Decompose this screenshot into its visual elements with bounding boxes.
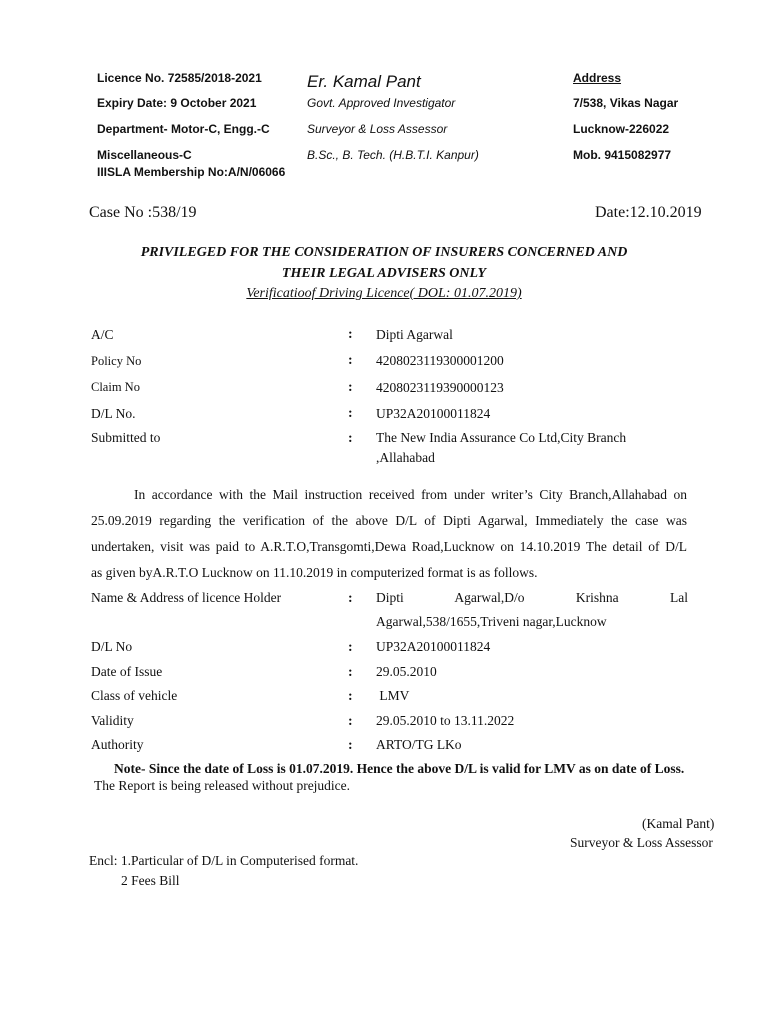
detail-label-dl: D/L No.: [91, 406, 136, 421]
signature-title: Surveyor & Loss Assessor: [570, 835, 713, 850]
detail-value-submitted-line2: ,Allahabad: [376, 450, 435, 465]
detail-colon: :: [348, 380, 353, 395]
licence-label-holder: Name & Address of licence Holder: [91, 590, 282, 605]
qualification-degree: B.Sc., B. Tech. (H.B.T.I. Kanpur): [307, 148, 479, 162]
department: Department- Motor-C, Engg.-C: [97, 122, 270, 136]
detail-value-submitted: The New India Assurance Co Ltd,City Branch: [376, 430, 627, 445]
qualification-investigator: Govt. Approved Investigator: [307, 96, 456, 110]
subtitle: Verificatioof Driving Licence( DOL: 01.07.2019): [246, 286, 522, 301]
case-number: Case No :538/19: [89, 204, 197, 221]
licence-value-validity: 29.05.2010 to 13.11.2022: [376, 713, 515, 728]
expiry-date: Expiry Date: 9 October 2021: [97, 96, 257, 110]
detail-value-ac: Dipti Agarwal: [376, 327, 453, 342]
address-line-2: Lucknow-226022: [573, 122, 670, 136]
detail-colon: :: [348, 327, 353, 342]
licence-value-holder-line2: Agarwal,538/1655,Triveni nagar,Lucknow: [376, 614, 607, 629]
licence-value-issue-date: 29.05.2010: [376, 664, 437, 679]
detail-value-dl: UP32A20100011824: [376, 406, 491, 421]
licence-label-validity: Validity: [91, 713, 134, 728]
licence-label-issue-date: Date of Issue: [91, 664, 163, 679]
detail-label-claim: Claim No: [91, 380, 140, 394]
title-line-2: THEIR LEGAL ADVISERS ONLY: [281, 266, 487, 281]
miscellaneous: Miscellaneous-C: [97, 148, 192, 162]
detail-label-submitted: Submitted to: [91, 430, 161, 445]
licence-colon: :: [348, 640, 353, 655]
report-date: Date:12.10.2019: [595, 204, 702, 221]
licence-colon: :: [348, 665, 353, 680]
licence-value-holder: Dipti Agarwal,D/o Krishna Lal: [376, 590, 688, 605]
paragraph-line-2: 25.09.2019 regarding the verification of the above D/L of Dipti Agarwal, Immediately the case was: [91, 513, 687, 528]
mobile-number: Mob. 9415082977: [573, 148, 672, 162]
licence-number: Licence No. 72585/2018-2021: [97, 71, 262, 85]
licence-label-authority: Authority: [91, 737, 144, 752]
licence-label-dl: D/L No: [91, 639, 133, 654]
address-label: Address: [573, 71, 622, 85]
detail-label-ac: A/C: [91, 327, 114, 342]
detail-colon: :: [348, 431, 353, 446]
address-line-1: 7/538, Vikas Nagar: [573, 96, 679, 110]
detail-colon: :: [348, 353, 353, 368]
paragraph-line-1: In accordance with the Mail instruction received from under writer’s City Branch,Allahabad on: [134, 487, 687, 502]
licence-colon: :: [348, 689, 353, 704]
licence-colon: :: [348, 714, 353, 729]
paragraph-line-3: undertaken, visit was paid to A.R.T.O,Transgomti,Dewa Road,Lucknow on 14.10.2019 The detail of D/L: [91, 539, 687, 554]
licence-label-class: Class of vehicle: [91, 688, 178, 703]
paragraph-line-4: as given byA.R.T.O Lucknow on 11.10.2019 in computerized format is as follows.: [91, 565, 538, 580]
release-statement: The Report is being released without prejudice.: [94, 778, 351, 793]
qualification-surveyor: Surveyor & Loss Assessor: [307, 122, 448, 136]
detail-value-claim: 4208023119390000123: [376, 380, 504, 395]
licence-colon: :: [348, 738, 353, 753]
licence-colon: :: [348, 591, 353, 606]
licence-value-class: LMV: [376, 688, 410, 703]
detail-value-policy: 4208023119300001200: [376, 353, 504, 368]
licence-value-authority: ARTO/TG LKo: [376, 737, 462, 752]
title-line-1: PRIVILEGED FOR THE CONSIDERATION OF INSURERS CONCERNED AND: [140, 245, 628, 260]
licence-value-dl: UP32A20100011824: [376, 639, 491, 654]
note: Note- Since the date of Loss is 01.07.2019. Hence the above D/L is valid for LMV as on date of Loss.: [114, 761, 685, 776]
surveyor-name: Er. Kamal Pant: [307, 72, 421, 91]
enclosure-2: 2 Fees Bill: [121, 873, 180, 888]
detail-colon: :: [348, 406, 353, 421]
signature-name: (Kamal Pant): [642, 816, 715, 831]
enclosure-1: Encl: 1.Particular of D/L in Computerised format.: [89, 853, 359, 868]
detail-label-policy: Policy No: [91, 354, 142, 368]
membership-number: IIISLA Membership No:A/N/06066: [97, 165, 286, 179]
